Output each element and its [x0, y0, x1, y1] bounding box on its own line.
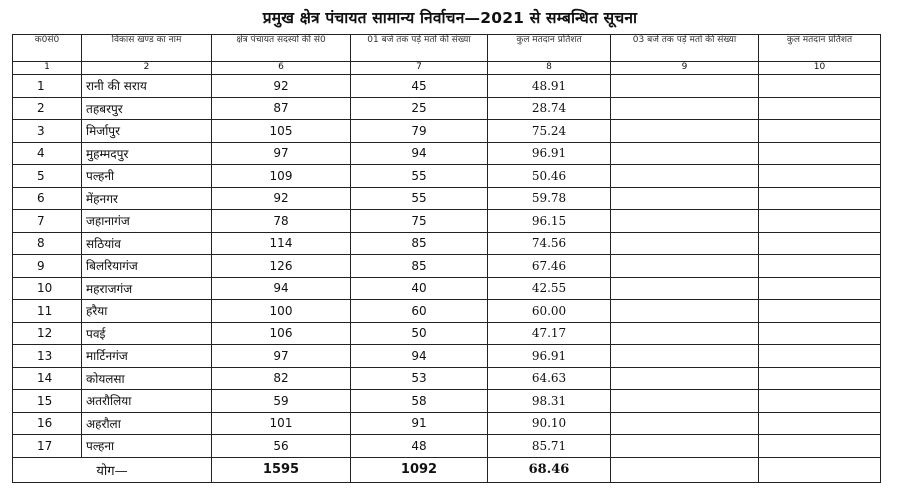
votes-3pm-cell: [611, 412, 759, 435]
votes-3pm-cell: [611, 322, 759, 345]
percent-3pm-cell: [759, 165, 881, 188]
members-count-cell: 87: [212, 97, 351, 120]
header-votes-by-3pm: 03 बजे तक पड़े मतों की संख्या: [611, 35, 759, 62]
members-count-cell: 101: [212, 412, 351, 435]
percent-cell: 96.91: [488, 142, 611, 165]
percent-cell: 75.24: [488, 120, 611, 143]
percent-cell: 50.46: [488, 165, 611, 188]
serial-number-cell: 4: [13, 142, 82, 165]
column-number: 7: [351, 62, 488, 75]
votes-3pm-cell: [611, 210, 759, 233]
percent-cell: 74.56: [488, 232, 611, 255]
percent-cell: 60.00: [488, 300, 611, 323]
serial-number-cell: 12: [13, 322, 82, 345]
block-name-cell: हरैया: [82, 300, 212, 323]
percent-3pm-cell: [759, 187, 881, 210]
votes-3pm-cell: [611, 300, 759, 323]
block-name-cell: मार्टिनगंज: [82, 345, 212, 368]
block-name-cell: पवई: [82, 322, 212, 345]
votes-1pm-cell: 55: [351, 165, 488, 188]
percent-cell: 96.15: [488, 210, 611, 233]
block-name-cell: पल्हनी: [82, 165, 212, 188]
total-votes-3pm: [611, 457, 759, 482]
percent-cell: 28.74: [488, 97, 611, 120]
serial-number-cell: 15: [13, 390, 82, 413]
votes-1pm-cell: 60: [351, 300, 488, 323]
members-count-cell: 56: [212, 435, 351, 458]
block-name-cell: मुहम्मदपुर: [82, 142, 212, 165]
header-total-percent-3pm: कुल मतदान प्रतिशत: [759, 35, 881, 62]
header-votes-by-1pm: 01 बजे तक पड़े मतों की संख्या: [351, 35, 488, 62]
serial-number-cell: 6: [13, 187, 82, 210]
members-count-cell: 105: [212, 120, 351, 143]
column-number: 2: [82, 62, 212, 75]
percent-3pm-cell: [759, 435, 881, 458]
header-serial-number: क0सं0: [13, 35, 82, 62]
members-count-cell: 97: [212, 142, 351, 165]
votes-3pm-cell: [611, 255, 759, 278]
serial-number-cell: 17: [13, 435, 82, 458]
votes-1pm-cell: 94: [351, 345, 488, 368]
members-count-cell: 97: [212, 345, 351, 368]
header-block-name: विकास खण्ड का नाम: [82, 35, 212, 62]
column-number: 9: [611, 62, 759, 75]
votes-1pm-cell: 94: [351, 142, 488, 165]
table-row: [13, 300, 881, 323]
votes-1pm-cell: 55: [351, 187, 488, 210]
total-percent: 68.46: [488, 457, 611, 482]
block-name-cell: महराजगंज: [82, 277, 212, 300]
column-number: 10: [759, 62, 881, 75]
serial-number-cell: 13: [13, 345, 82, 368]
votes-3pm-cell: [611, 277, 759, 300]
members-count-cell: 92: [212, 187, 351, 210]
members-count-cell: 94: [212, 277, 351, 300]
percent-cell: 59.78: [488, 187, 611, 210]
votes-1pm-cell: 53: [351, 367, 488, 390]
members-count-cell: 82: [212, 367, 351, 390]
page-title: प्रमुख क्षेत्र पंचायत सामान्य निर्वाचन—2021 से सम्बन्धित सूचना: [262, 9, 638, 27]
percent-3pm-cell: [759, 277, 881, 300]
column-number: 6: [212, 62, 351, 75]
votes-1pm-cell: 48: [351, 435, 488, 458]
percent-3pm-cell: [759, 142, 881, 165]
block-name-cell: रानी की सराय: [82, 75, 212, 98]
votes-1pm-cell: 50: [351, 322, 488, 345]
table-row: [13, 255, 881, 278]
table-row: [13, 187, 881, 210]
serial-number-cell: 3: [13, 120, 82, 143]
block-name-cell: मिर्जापुर: [82, 120, 212, 143]
votes-1pm-cell: 25: [351, 97, 488, 120]
percent-3pm-cell: [759, 97, 881, 120]
votes-3pm-cell: [611, 165, 759, 188]
table-body: [13, 62, 881, 458]
block-name-cell: मेंहनगर: [82, 187, 212, 210]
table-row: [13, 97, 881, 120]
percent-3pm-cell: [759, 210, 881, 233]
percent-cell: 47.17: [488, 322, 611, 345]
election-table: [12, 34, 881, 483]
serial-number-cell: 9: [13, 255, 82, 278]
percent-cell: 90.10: [488, 412, 611, 435]
total-row: [13, 457, 881, 482]
votes-1pm-cell: 85: [351, 255, 488, 278]
percent-3pm-cell: [759, 412, 881, 435]
percent-3pm-cell: [759, 300, 881, 323]
block-name-cell: जहानागंज: [82, 210, 212, 233]
table-row: [13, 390, 881, 413]
votes-3pm-cell: [611, 75, 759, 98]
table-row: [13, 412, 881, 435]
votes-3pm-cell: [611, 345, 759, 368]
votes-1pm-cell: 40: [351, 277, 488, 300]
serial-number-cell: 1: [13, 75, 82, 98]
percent-cell: 48.91: [488, 75, 611, 98]
votes-3pm-cell: [611, 390, 759, 413]
percent-3pm-cell: [759, 232, 881, 255]
votes-1pm-cell: 75: [351, 210, 488, 233]
table-row: [13, 367, 881, 390]
members-count-cell: 109: [212, 165, 351, 188]
members-count-cell: 100: [212, 300, 351, 323]
members-count-cell: 126: [212, 255, 351, 278]
percent-cell: 64.63: [488, 367, 611, 390]
header-total-percent: कुल मतदान प्रतिशत: [488, 35, 611, 62]
serial-number-cell: 10: [13, 277, 82, 300]
table-row: [13, 345, 881, 368]
block-name-cell: बिलरियागंज: [82, 255, 212, 278]
members-count-cell: 59: [212, 390, 351, 413]
percent-3pm-cell: [759, 120, 881, 143]
serial-number-cell: 16: [13, 412, 82, 435]
table-row: [13, 120, 881, 143]
votes-3pm-cell: [611, 120, 759, 143]
total-percent-3pm: [759, 457, 881, 482]
votes-3pm-cell: [611, 97, 759, 120]
percent-3pm-cell: [759, 75, 881, 98]
block-name-cell: सठियांव: [82, 232, 212, 255]
table-row: [13, 75, 881, 98]
votes-3pm-cell: [611, 142, 759, 165]
serial-number-cell: 14: [13, 367, 82, 390]
total-votes-1pm: 1092: [351, 457, 488, 482]
header-members-count: क्षेत्र पंचायत सदस्यों की सं0: [212, 35, 351, 62]
block-name-cell: अतरौलिया: [82, 390, 212, 413]
members-count-cell: 106: [212, 322, 351, 345]
block-name-cell: पल्हना: [82, 435, 212, 458]
members-count-cell: 92: [212, 75, 351, 98]
votes-3pm-cell: [611, 232, 759, 255]
column-number: 8: [488, 62, 611, 75]
total-members: 1595: [212, 457, 351, 482]
members-count-cell: 78: [212, 210, 351, 233]
percent-cell: 67.46: [488, 255, 611, 278]
percent-cell: 42.55: [488, 277, 611, 300]
table-row: [13, 322, 881, 345]
table-row: [13, 165, 881, 188]
table-row: [13, 435, 881, 458]
votes-1pm-cell: 58: [351, 390, 488, 413]
table-row: [13, 142, 881, 165]
table-row: [13, 232, 881, 255]
percent-3pm-cell: [759, 322, 881, 345]
votes-1pm-cell: 85: [351, 232, 488, 255]
serial-number-cell: 8: [13, 232, 82, 255]
serial-number-cell: 2: [13, 97, 82, 120]
percent-3pm-cell: [759, 367, 881, 390]
percent-cell: 96.91: [488, 345, 611, 368]
percent-3pm-cell: [759, 255, 881, 278]
percent-3pm-cell: [759, 390, 881, 413]
votes-1pm-cell: 91: [351, 412, 488, 435]
block-name-cell: तहबरपुर: [82, 97, 212, 120]
votes-1pm-cell: 79: [351, 120, 488, 143]
votes-3pm-cell: [611, 435, 759, 458]
percent-3pm-cell: [759, 345, 881, 368]
total-label: योग—: [13, 457, 212, 482]
block-name-cell: कोयलसा: [82, 367, 212, 390]
column-number-row: [13, 62, 881, 75]
serial-number-cell: 11: [13, 300, 82, 323]
percent-cell: 98.31: [488, 390, 611, 413]
votes-3pm-cell: [611, 187, 759, 210]
table-row: [13, 277, 881, 300]
members-count-cell: 114: [212, 232, 351, 255]
header-row: [13, 35, 881, 62]
serial-number-cell: 5: [13, 165, 82, 188]
votes-1pm-cell: 45: [351, 75, 488, 98]
percent-cell: 85.71: [488, 435, 611, 458]
block-name-cell: अहरौला: [82, 412, 212, 435]
votes-3pm-cell: [611, 367, 759, 390]
table-row: [13, 210, 881, 233]
serial-number-cell: 7: [13, 210, 82, 233]
column-number: 1: [13, 62, 82, 75]
